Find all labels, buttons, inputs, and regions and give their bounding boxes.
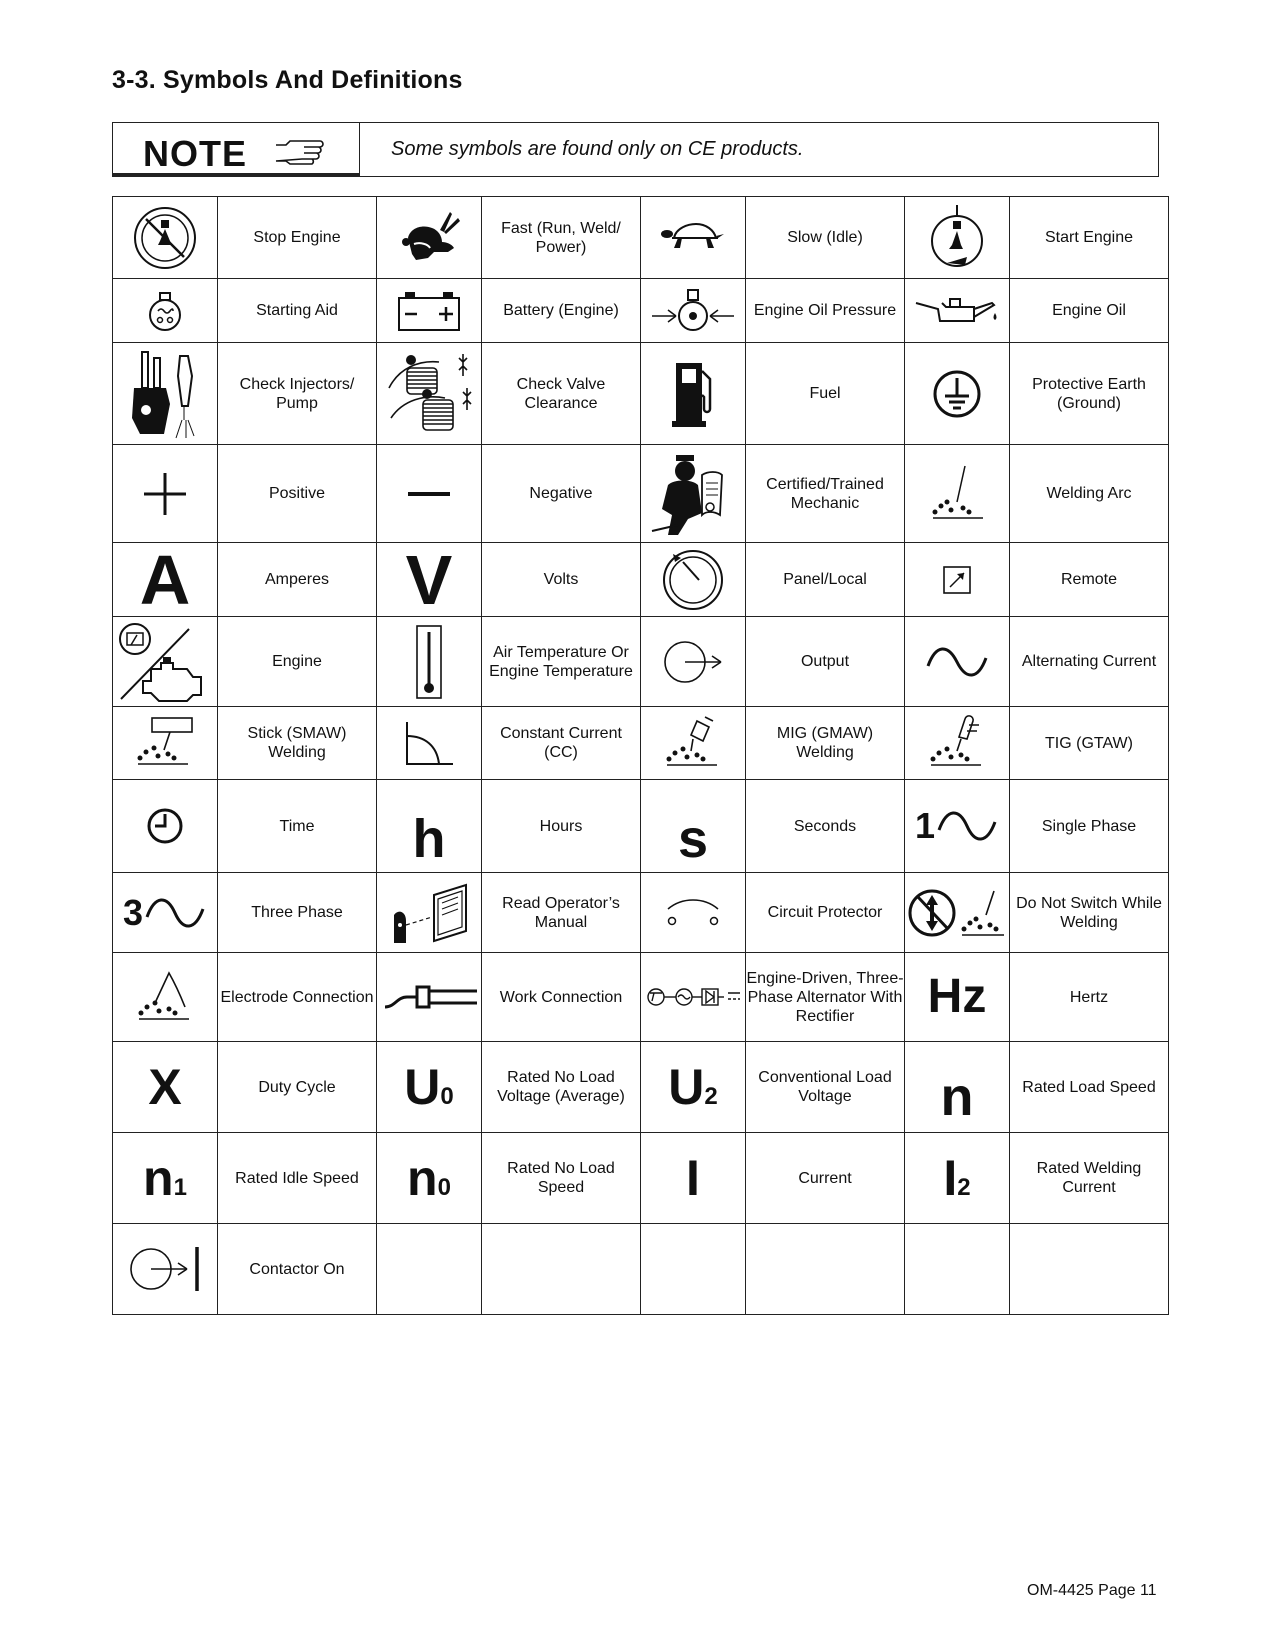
symbol-label: Hours	[482, 780, 641, 873]
table-row	[113, 343, 1169, 445]
symbol-cell	[641, 343, 746, 445]
symbol-label: Engine	[218, 617, 377, 707]
alternator-rectifier-icon	[644, 983, 742, 1011]
symbol-cell	[113, 343, 218, 445]
symbol-label: Circuit Protector	[746, 873, 905, 953]
current-icon: I	[686, 1150, 700, 1206]
n1-glyph: n	[143, 1150, 174, 1206]
symbol-label: Electrode Connection	[218, 953, 377, 1042]
note-text: Some symbols are found only on CE products.	[391, 138, 804, 160]
table-row	[113, 953, 1169, 1042]
symbol-cell	[641, 197, 746, 279]
symbol-cell	[113, 540, 218, 619]
symbol-cell	[641, 707, 746, 780]
symbol-label: Battery (Engine)	[482, 279, 641, 343]
battery-icon	[393, 288, 465, 334]
symbol-label: Start Engine	[1010, 197, 1169, 279]
protective-earth-icon	[931, 368, 983, 420]
symbol-cell	[905, 1042, 1010, 1133]
three-phase-icon	[123, 893, 207, 933]
symbol-label: Starting Aid	[218, 279, 377, 343]
symbol-cell	[905, 1133, 1010, 1224]
duty-cycle-icon: X	[148, 1059, 182, 1115]
electrode-connection-icon	[133, 967, 197, 1027]
constant-current-icon	[401, 718, 457, 768]
n0-subscript: 0	[437, 1174, 451, 1201]
i2-glyph: I	[943, 1150, 958, 1206]
symbol-cell	[377, 953, 482, 1042]
symbol-label: MIG (GMAW) Welding	[746, 707, 905, 780]
work-connection-icon	[381, 979, 477, 1015]
panel-local-icon	[661, 548, 725, 612]
single-phase-icon	[915, 806, 999, 846]
symbol-label: Check Valve Clearance	[482, 343, 641, 445]
symbol-label: Do Not Switch While Welding	[1010, 873, 1169, 953]
symbol-cell	[113, 617, 218, 707]
thermometer-icon	[414, 624, 444, 700]
sine-wave-icon	[935, 806, 999, 846]
clock-icon	[145, 806, 185, 846]
three-phase-digit: 3	[122, 891, 144, 933]
symbol-label: Rated No Load Speed	[482, 1133, 641, 1224]
symbol-cell	[377, 279, 482, 343]
symbol-cell	[641, 617, 746, 707]
table-row	[113, 780, 1169, 873]
table-row	[113, 617, 1169, 707]
symbol-label: Hertz	[1010, 953, 1169, 1042]
u2-glyph: U	[668, 1059, 705, 1115]
symbol-cell	[113, 953, 218, 1042]
empty-cell	[482, 1224, 641, 1315]
symbol-cell	[377, 540, 482, 619]
page-footer: OM-4425 Page 11	[1027, 1582, 1157, 1599]
empty-cell	[905, 1224, 1010, 1315]
symbol-label: Read Operator’s Manual	[482, 873, 641, 953]
symbol-label: Positive	[218, 445, 377, 543]
table-row	[113, 873, 1169, 953]
i2-subscript: 2	[957, 1174, 971, 1201]
table-row	[113, 197, 1169, 279]
symbol-cell	[641, 1133, 746, 1224]
mig-welding-icon	[661, 713, 725, 773]
symbol-cell	[113, 873, 218, 953]
empty-cell	[1010, 1224, 1169, 1315]
symbol-label: Check Injectors/ Pump	[218, 343, 377, 445]
turtle-icon	[658, 218, 728, 258]
symbol-label: Engine Oil	[1010, 279, 1169, 343]
symbol-label: Seconds	[746, 780, 905, 873]
symbol-cell	[377, 343, 482, 445]
symbol-label: Fuel	[746, 343, 905, 445]
mechanic-icon	[648, 449, 738, 539]
symbol-cell	[641, 953, 746, 1042]
rabbit-icon	[394, 208, 464, 268]
engine-icon	[117, 619, 213, 705]
symbol-cell	[113, 707, 218, 780]
symbol-label: TIG (GTAW)	[1010, 707, 1169, 780]
symbol-cell	[641, 780, 746, 873]
symbol-label: Welding Arc	[1010, 445, 1169, 543]
i2-icon	[943, 1150, 971, 1206]
symbol-label: Certified/Trained Mechanic	[746, 445, 905, 543]
amperes-icon: A	[139, 540, 191, 619]
symbol-label: Rated Load Speed	[1010, 1042, 1169, 1133]
symbol-label: Rated Idle Speed	[218, 1133, 377, 1224]
empty-cell	[641, 1224, 746, 1315]
remote-icon	[942, 565, 972, 595]
symbol-label: Rated Welding Current	[1010, 1133, 1169, 1224]
symbol-label: Work Connection	[482, 953, 641, 1042]
rated-speed-icon: n	[940, 1067, 974, 1127]
symbol-label: Stick (SMAW) Welding	[218, 707, 377, 780]
symbol-cell	[113, 780, 218, 873]
symbol-cell	[377, 780, 482, 873]
n0-icon	[407, 1150, 451, 1206]
symbol-cell	[113, 1133, 218, 1224]
symbol-cell	[113, 1042, 218, 1133]
symbol-label: Three Phase	[218, 873, 377, 953]
symbol-label: Protective Earth (Ground)	[1010, 343, 1169, 445]
empty-cell	[746, 1224, 905, 1315]
symbol-cell	[377, 445, 482, 543]
symbol-label: Conventional Load Voltage	[746, 1042, 905, 1133]
symbol-cell	[641, 1042, 746, 1133]
symbol-cell	[641, 279, 746, 343]
oil-pressure-icon	[648, 286, 738, 336]
stop-engine-icon	[130, 205, 200, 271]
symbol-cell	[113, 445, 218, 543]
no-switch-icon	[908, 885, 1006, 941]
seconds-icon: s	[677, 809, 709, 869]
table-row	[113, 1133, 1169, 1224]
symbol-label: Contactor On	[218, 1224, 377, 1315]
oil-can-icon	[912, 293, 1002, 329]
symbol-label: Air Temperature Or Engine Temperature	[482, 617, 641, 707]
manual-icon	[384, 881, 474, 945]
symbol-label: Fast (Run, Weld/ Power)	[482, 197, 641, 279]
injector-pump-icon	[120, 348, 210, 440]
hours-icon: h	[412, 809, 446, 869]
symbol-label: Constant Current (CC)	[482, 707, 641, 780]
table-row	[113, 1224, 1169, 1315]
symbol-cell	[113, 279, 218, 343]
symbol-label: Rated No Load Voltage (Average)	[482, 1042, 641, 1133]
symbol-label: Negative	[482, 445, 641, 543]
single-phase-digit: 1	[914, 805, 936, 846]
symbol-cell	[905, 617, 1010, 707]
table-row	[113, 445, 1169, 543]
symbol-cell	[905, 279, 1010, 343]
symbol-label: Engine Oil Pressure	[746, 279, 905, 343]
stick-welding-icon	[130, 714, 200, 772]
volts-icon: V	[405, 540, 453, 619]
pointing-hand-icon	[273, 137, 329, 165]
symbol-cell	[905, 953, 1010, 1042]
output-icon	[661, 639, 725, 685]
symbol-cell	[377, 617, 482, 707]
symbol-cell	[377, 1133, 482, 1224]
symbol-cell	[905, 780, 1010, 873]
valve-clearance-icon	[381, 348, 477, 440]
note-box	[112, 122, 1159, 177]
sine-wave-icon	[143, 893, 207, 933]
symbol-cell	[113, 197, 218, 279]
symbol-cell	[377, 1042, 482, 1133]
table-row	[113, 543, 1169, 617]
symbol-label: Stop Engine	[218, 197, 377, 279]
n1-subscript: 1	[173, 1174, 187, 1201]
section-title: 3-3. Symbols And Definitions	[112, 66, 463, 94]
table-row	[113, 279, 1169, 343]
symbols-table	[112, 196, 1169, 1315]
u2-subscript: 2	[704, 1083, 718, 1110]
note-label-box	[113, 123, 360, 176]
starting-aid-icon	[145, 289, 185, 333]
symbol-label: Duty Cycle	[218, 1042, 377, 1133]
symbol-cell	[905, 873, 1010, 953]
u0-icon	[404, 1059, 454, 1115]
symbol-label: Remote	[1010, 543, 1169, 617]
symbol-label: Slow (Idle)	[746, 197, 905, 279]
plus-icon	[140, 469, 190, 519]
tig-welding-icon	[925, 713, 989, 773]
n1-icon	[143, 1150, 187, 1206]
symbol-label: Time	[218, 780, 377, 873]
symbol-cell	[905, 197, 1010, 279]
table-row	[113, 707, 1169, 780]
symbol-cell	[641, 543, 746, 617]
symbol-label: Engine-Driven, Three-Phase Alternator With Rectifier	[746, 953, 905, 1042]
symbol-cell	[905, 543, 1010, 617]
symbol-cell	[113, 1224, 218, 1315]
contactor-on-icon	[125, 1243, 205, 1295]
u0-subscript: 0	[440, 1083, 454, 1110]
symbol-cell	[377, 707, 482, 780]
u2-icon	[668, 1059, 718, 1115]
symbol-label: Output	[746, 617, 905, 707]
ac-sine-icon	[924, 642, 990, 682]
welding-arc-icon	[927, 462, 987, 526]
u0-glyph: U	[404, 1059, 441, 1115]
empty-cell	[377, 1224, 482, 1315]
symbol-label: Amperes	[218, 543, 377, 617]
symbol-cell	[377, 197, 482, 279]
start-engine-icon	[927, 203, 987, 273]
symbol-cell	[905, 445, 1010, 543]
symbol-cell	[905, 343, 1010, 445]
symbol-label: Current	[746, 1133, 905, 1224]
symbol-cell	[905, 707, 1010, 780]
table-row	[113, 1042, 1169, 1133]
symbol-cell	[641, 445, 746, 543]
symbol-cell	[377, 873, 482, 953]
symbol-label: Single Phase	[1010, 780, 1169, 873]
fuel-pump-icon	[668, 359, 718, 429]
symbol-label: Panel/Local	[746, 543, 905, 617]
n0-glyph: n	[407, 1150, 438, 1206]
symbol-cell	[641, 873, 746, 953]
symbol-label: Alternating Current	[1010, 617, 1169, 707]
minus-icon	[404, 484, 454, 504]
symbol-label: Volts	[482, 543, 641, 617]
circuit-protector-icon	[660, 893, 726, 933]
note-label: NOTE	[143, 133, 248, 174]
hertz-icon: Hz	[927, 970, 987, 1023]
